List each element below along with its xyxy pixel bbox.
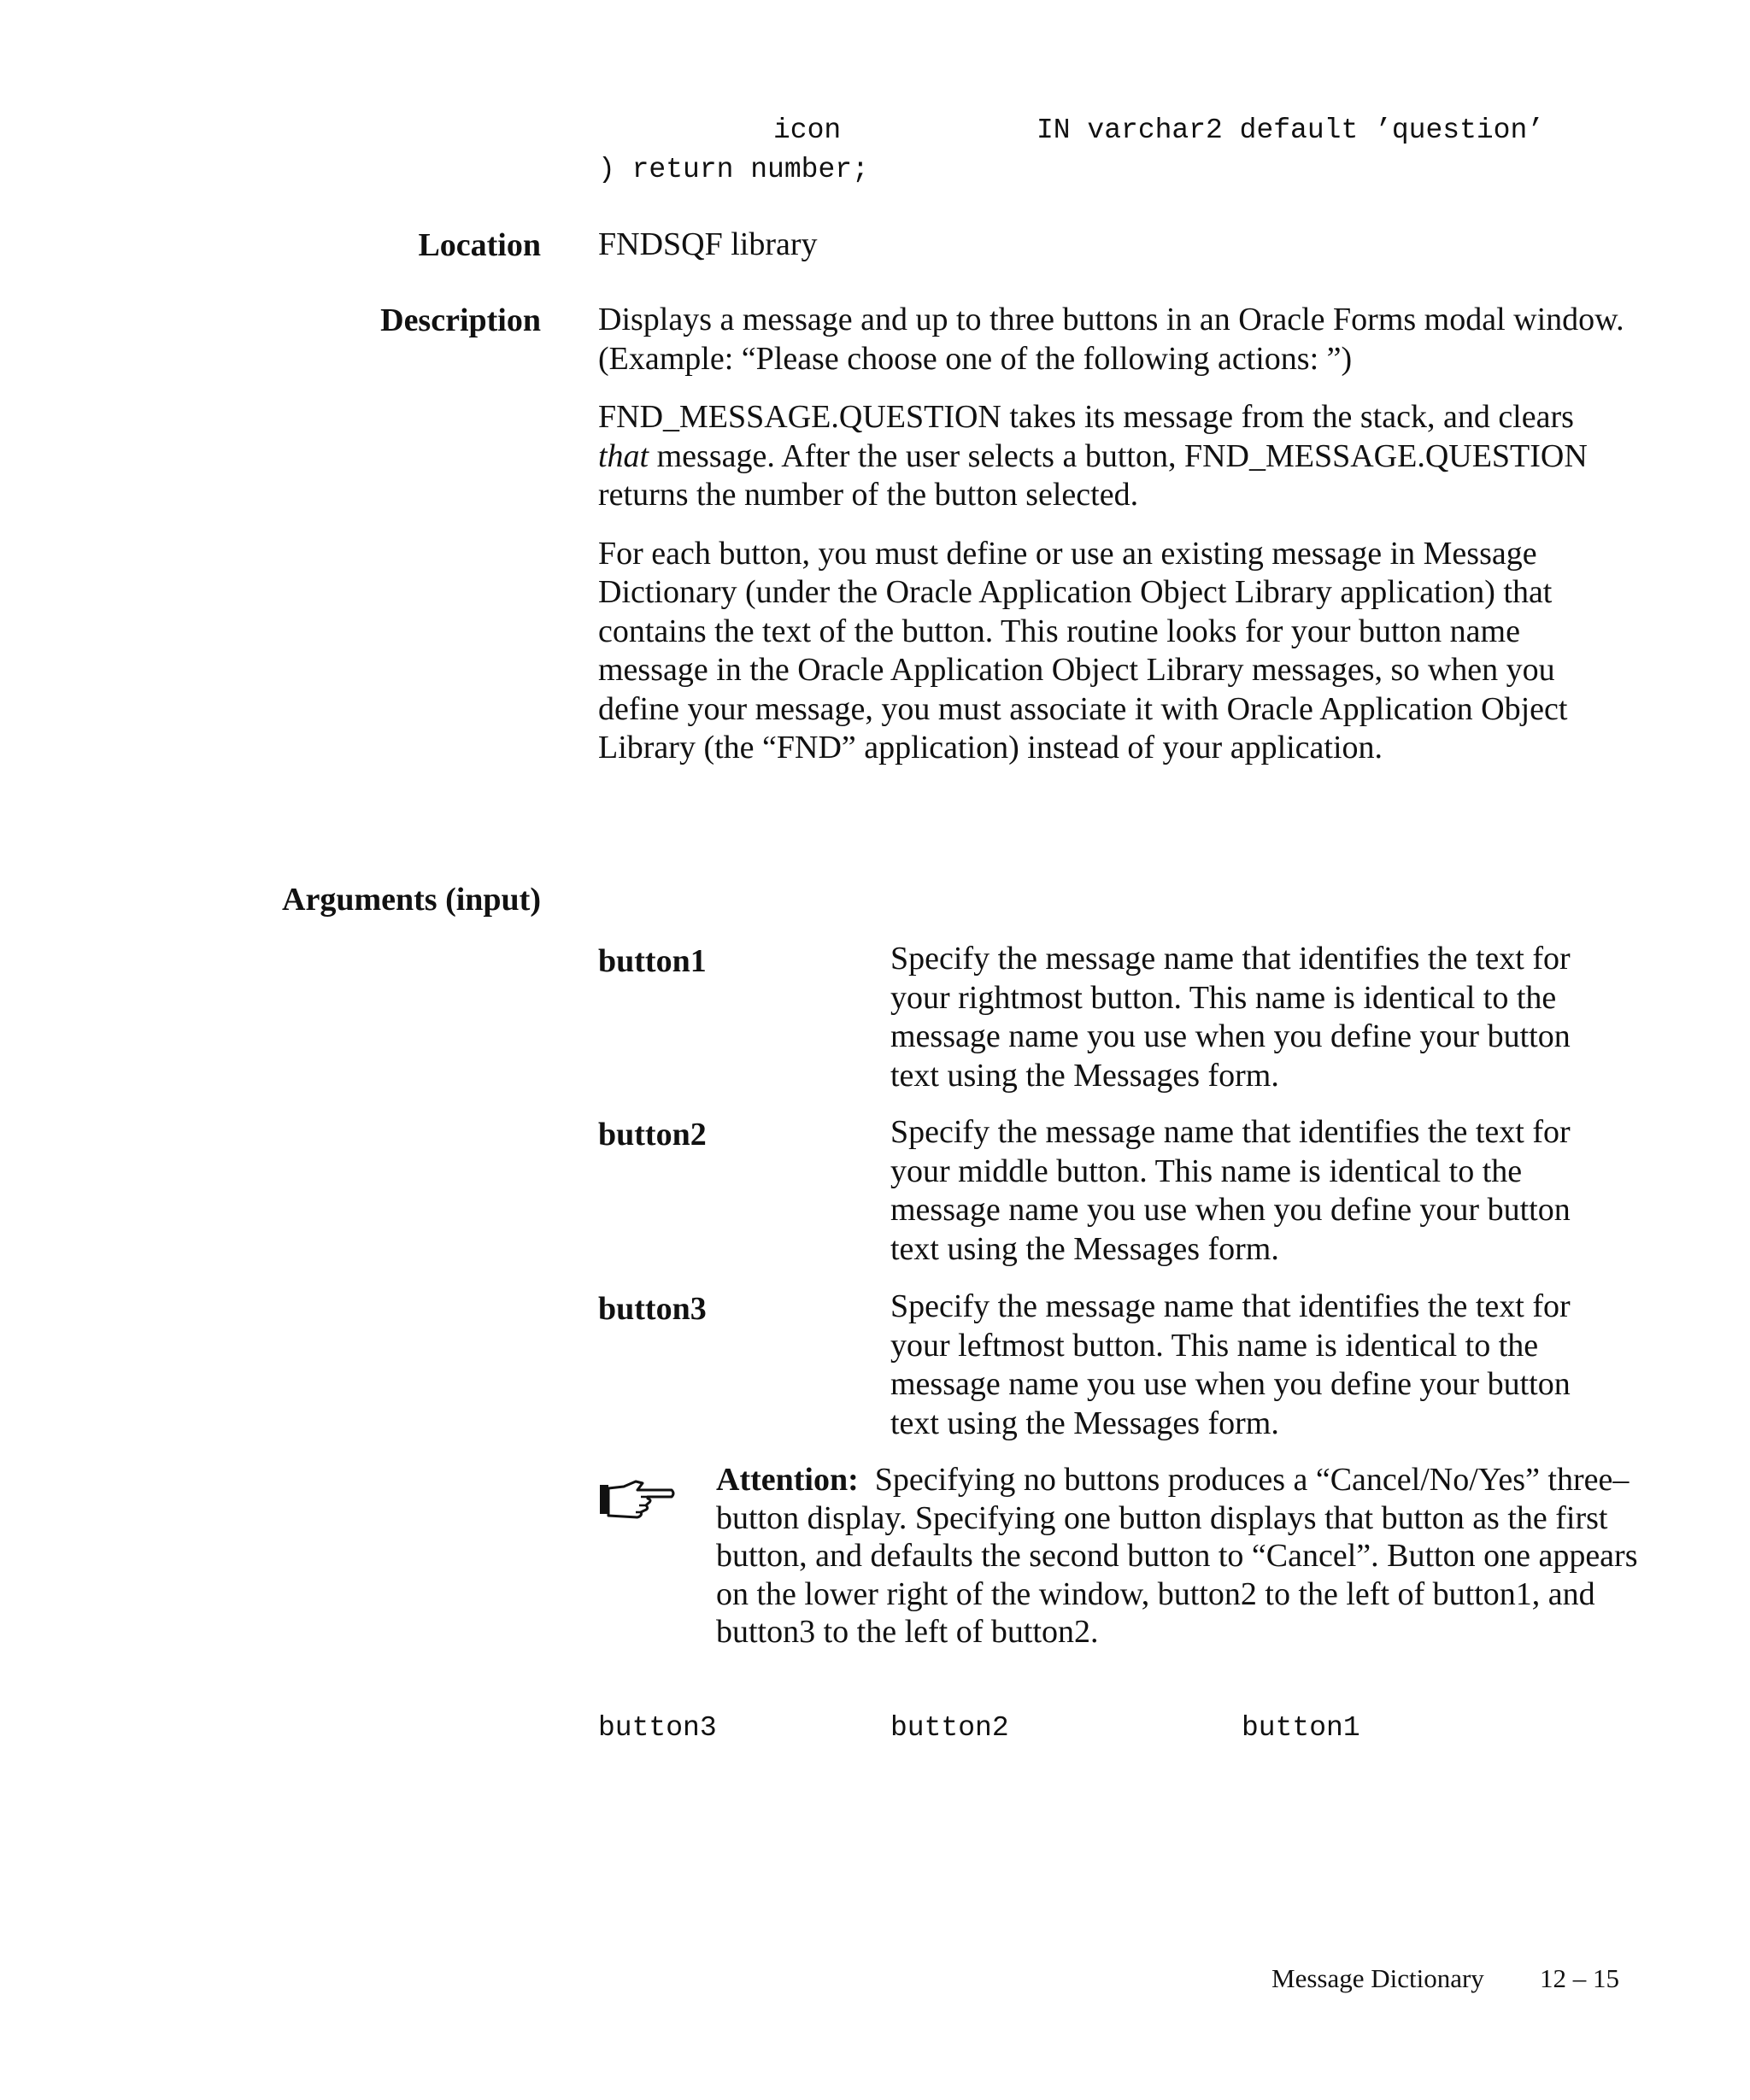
description-para-3: For each button, you must define or use an existing message in Message Dictionary (under the Oracle Application Object Library application) that contains the text of the button. This routine looks for your button name message in the Oracle Application Object Library messages, so when you define your message, you must associate it with Oracle Application Object Library (the “FND” application) instead of your application. [598, 535, 1568, 766]
code-return-line: ) return number; [598, 154, 869, 185]
location-label: Location [418, 227, 541, 263]
description-para-2-start: FND_MESSAGE.QUESTION takes its message from the stack, and clears [598, 399, 1574, 435]
description-para-1: Displays a message and up to three buttons in an Oracle Forms modal window. (Example: “Please choose one of the following actions: ”) [598, 302, 1624, 377]
arguments-label: Arguments (input) [282, 882, 541, 918]
argument-name-button2: button2 [598, 1117, 707, 1153]
button-layout-middle: button2 [890, 1712, 1009, 1744]
description-para-2-italic: that [598, 437, 649, 474]
location-text: FNDSQF library [598, 226, 818, 262]
argument-desc-button2: Specify the message name that identifies the text for your middle button. This name is identical to the message name you use when you define your button text using the Messages form. [890, 1114, 1571, 1267]
attention-note [716, 1461, 1639, 1651]
attention-label: Attention: [716, 1462, 859, 1498]
argument-desc-button1: Specify the message name that identifies the text for your rightmost button. This name is identical to the message name you use when you define your button text using the Messages form. [890, 941, 1571, 1094]
code-param-name: icon [773, 114, 842, 146]
argument-desc-button3: Specify the message name that identifies the text for your leftmost button. This name is identical to the message name you use when you define your button text using the Messages form. [890, 1288, 1571, 1441]
pointing-hand-icon [598, 1471, 677, 1522]
footer-section-title: Message Dictionary [1271, 1963, 1484, 1993]
button-layout-right: button1 [1242, 1712, 1360, 1744]
description-label: Description [380, 302, 541, 338]
attention-text: Specifying no buttons produces a “Cancel/No/Yes” three–button display. Specifying one button displays that button as the first button, and defaults the second button to “Cancel”. Button one appears on the lower right of the window, button2 to the left of button1, and button3 to the left of button2. [716, 1462, 1638, 1650]
description-para-2-end: message. After the user selects a button, FND_MESSAGE.QUESTION returns the number of the button selected. [598, 437, 1588, 513]
button-layout-left: button3 [598, 1712, 717, 1744]
argument-name-button1: button1 [598, 943, 707, 979]
description-body [598, 301, 1632, 788]
code-param-type: IN varchar2 default ’question’ [1036, 114, 1545, 146]
argument-name-button3: button3 [598, 1291, 707, 1327]
footer-page-number: 12 – 15 [1540, 1963, 1619, 1993]
description-para-2 [598, 398, 1632, 515]
